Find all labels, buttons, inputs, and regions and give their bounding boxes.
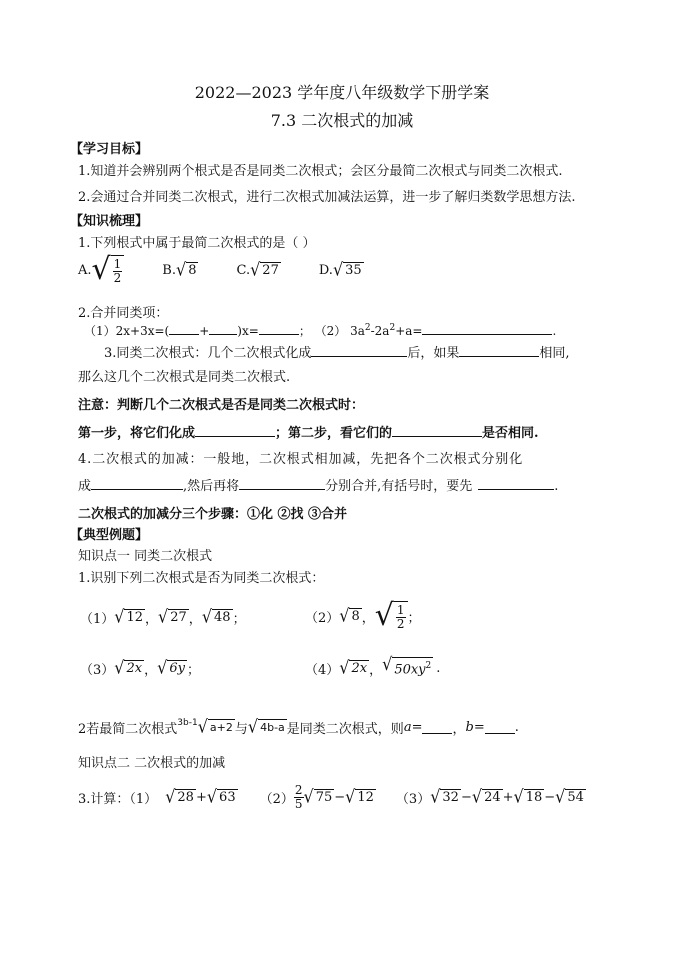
example-q1-item3: （3） √ 2x ， √ 6y ；	[80, 656, 200, 678]
blank[interactable]	[311, 344, 407, 357]
blank[interactable]	[422, 721, 452, 734]
steps-line: 二次根式的加减分三个步骤：①化 ②找 ③合并	[78, 507, 348, 522]
review-q3-line2: 那么这几个二次根式是同类二次根式.	[78, 370, 291, 385]
blank[interactable]	[478, 477, 554, 490]
goals-heading: 【学习目标】	[70, 142, 149, 157]
option-a-label: A.	[78, 262, 92, 278]
option-b-label: B.	[162, 262, 176, 278]
example-q1-item2: （2） √ 8 ， √ $\frac{1}{2}$ ；	[305, 598, 421, 633]
review-q1-options	[78, 250, 364, 290]
blank[interactable]	[239, 477, 325, 490]
example-q1-stem: 1.识别下列二次根式是否为同类二次根式：	[78, 571, 325, 586]
section-title: 7.3 二次根式的加减	[270, 111, 414, 130]
review-q2-line: （1）2x+3x=( + )x= ； （2） $3a^2-2a^2+a=$ .	[84, 323, 557, 338]
example-q1-item1: （1） √ 12 ， √ 27 ， √ 48 ；	[80, 605, 246, 627]
review-q1-stem: 1.下列根式中属于最简二次根式的是（ ）	[78, 236, 316, 251]
examples-heading: 【典型例题】	[70, 528, 149, 543]
knowledge-point-2: 知识点二 二次根式的加减	[78, 756, 226, 771]
review-q2-heading: 2.合并同类项：	[78, 306, 169, 321]
option-a-expression: √ $\frac{1}{2}$	[92, 255, 125, 285]
option-d-label: D.	[318, 262, 333, 278]
example-q1-item4: （4） √ 2x ， √ $50xy^2$ .	[305, 654, 441, 678]
option-d-expression: √ 35	[332, 258, 362, 280]
goal-1: 1.知道并会辨别两个根式是否是同类二次根式；会区分最简二次根式与同类二次根式.	[78, 164, 563, 179]
blank[interactable]	[392, 424, 482, 437]
option-c-expression: √ 27	[250, 258, 279, 280]
blank[interactable]	[169, 322, 199, 335]
goal-2: 2.会通过合并同类二次根式，进行二次根式加减法运算，进一步了解归类数学思想方法.	[78, 190, 576, 205]
review-q4-line2: 成 ,然后再将 分别合并,有括号时，要先 .	[78, 479, 559, 494]
blank[interactable]	[422, 322, 552, 335]
blank[interactable]	[209, 322, 237, 335]
blank[interactable]	[195, 424, 275, 437]
option-c-label: C.	[236, 262, 251, 278]
note-line2: 第一步，将它们化成 ；第二步，看它们的 是否相同.	[78, 426, 539, 441]
review-q4-line1: 4.二次根式的加减：一般地，二次根式相加减，先把各个二次根式分别化	[78, 452, 524, 467]
blank[interactable]	[459, 344, 539, 357]
knowledge-point-1: 知识点一 同类二次根式	[78, 549, 213, 564]
review-q3-line1: 3.同类二次根式：几个二次根式化成 后，如果 相同,	[104, 346, 570, 361]
blank[interactable]	[259, 322, 299, 335]
blank[interactable]	[91, 477, 183, 490]
review-heading: 【知识梳理】	[70, 214, 149, 229]
blank[interactable]	[485, 721, 515, 734]
note-line1: 注意：判断几个二次根式是否是同类二次根式时：	[78, 398, 365, 413]
page-title: 2022—2023 学年度八年级数学下册学案	[194, 83, 490, 102]
example-q3: 3.计算：（1） √ 28 + √ 63 （2） $\frac{2}{5}$ √ 75 − √ 12 （3） √ 32 − √ 24 + √ 18 − √ 54	[78, 782, 584, 811]
example-q2: 2若最简二次根式 $^{3b-1}$ √ a+2 与 √ 4b-a 是同类二次根式，则 a = ， b = .	[78, 715, 519, 737]
option-b-expression: √ 8	[175, 258, 197, 280]
